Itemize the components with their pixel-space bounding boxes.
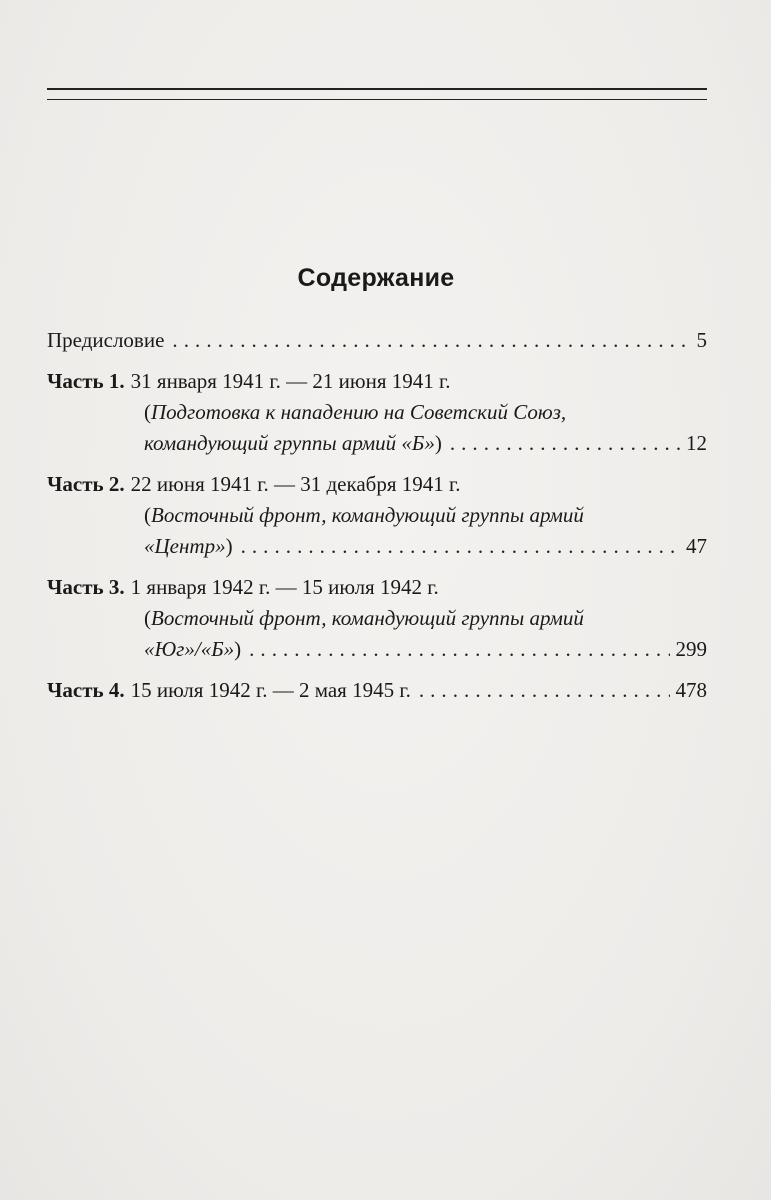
paren-open: (: [144, 606, 151, 630]
dot-leader: [172, 325, 690, 356]
part-description: «Юг»/«Б»: [144, 637, 235, 661]
toc-entry-label: Предисловие: [47, 328, 165, 352]
part-description: командующий группы армий «Б»: [144, 431, 435, 455]
part-label: Часть 3.: [47, 575, 125, 599]
page-title: Содержание: [297, 264, 455, 292]
toc-entry-part-4: [47, 675, 707, 706]
part-label: Часть 4.: [47, 678, 125, 702]
header-rule-top: [47, 88, 707, 90]
part-label: Часть 2.: [47, 472, 125, 496]
part-dates: 1 января 1942 г. — 15 июля 1942 г.: [130, 575, 439, 599]
toc-line: [47, 469, 707, 500]
toc-line: [47, 428, 707, 459]
dot-leader: [450, 428, 680, 459]
toc-page-number: 47: [686, 534, 707, 558]
dot-leader: [419, 675, 670, 706]
part-dates: 15 июля 1942 г. — 2 мая 1945 г.: [130, 678, 411, 702]
toc-page-number: 5: [696, 328, 707, 352]
toc-line: [47, 397, 707, 428]
toc-line: [47, 603, 707, 634]
toc-page-number: 12: [686, 431, 707, 455]
header-rule-bottom: [47, 99, 707, 100]
part-dates: 31 января 1941 г. — 21 июня 1941 г.: [130, 369, 451, 393]
toc-entry-preface: [47, 325, 707, 356]
toc-page-number: 299: [675, 637, 707, 661]
part-description: «Центр»: [144, 534, 226, 558]
paren-open: (: [144, 400, 151, 424]
toc-line: [47, 572, 707, 603]
part-description: Подготовка к нападению на Советский Союз,: [151, 400, 567, 424]
toc-entry-part-1: [47, 366, 707, 459]
toc-line: [47, 675, 707, 706]
paren-close: ): [434, 431, 442, 455]
toc-line: [47, 500, 707, 531]
toc-line: [47, 366, 707, 397]
dot-leader: [241, 531, 680, 562]
part-dates: 22 июня 1941 г. — 31 декабря 1941 г.: [130, 472, 461, 496]
toc-page-number: 478: [675, 678, 707, 702]
paren-close: ): [225, 534, 233, 558]
toc-line: [47, 325, 707, 356]
toc-line: [47, 634, 707, 665]
toc-entry-part-2: [47, 469, 707, 562]
dot-leader: [249, 634, 669, 665]
part-description: Восточный фронт, командующий группы армий: [151, 606, 584, 630]
paren-close: ): [234, 637, 242, 661]
toc-entry-part-3: [47, 572, 707, 665]
table-of-contents: [47, 325, 707, 706]
toc-line: [47, 531, 707, 562]
part-label: Часть 1.: [47, 369, 125, 393]
paren-open: (: [144, 503, 151, 527]
part-description: Восточный фронт, командующий группы армий: [151, 503, 584, 527]
